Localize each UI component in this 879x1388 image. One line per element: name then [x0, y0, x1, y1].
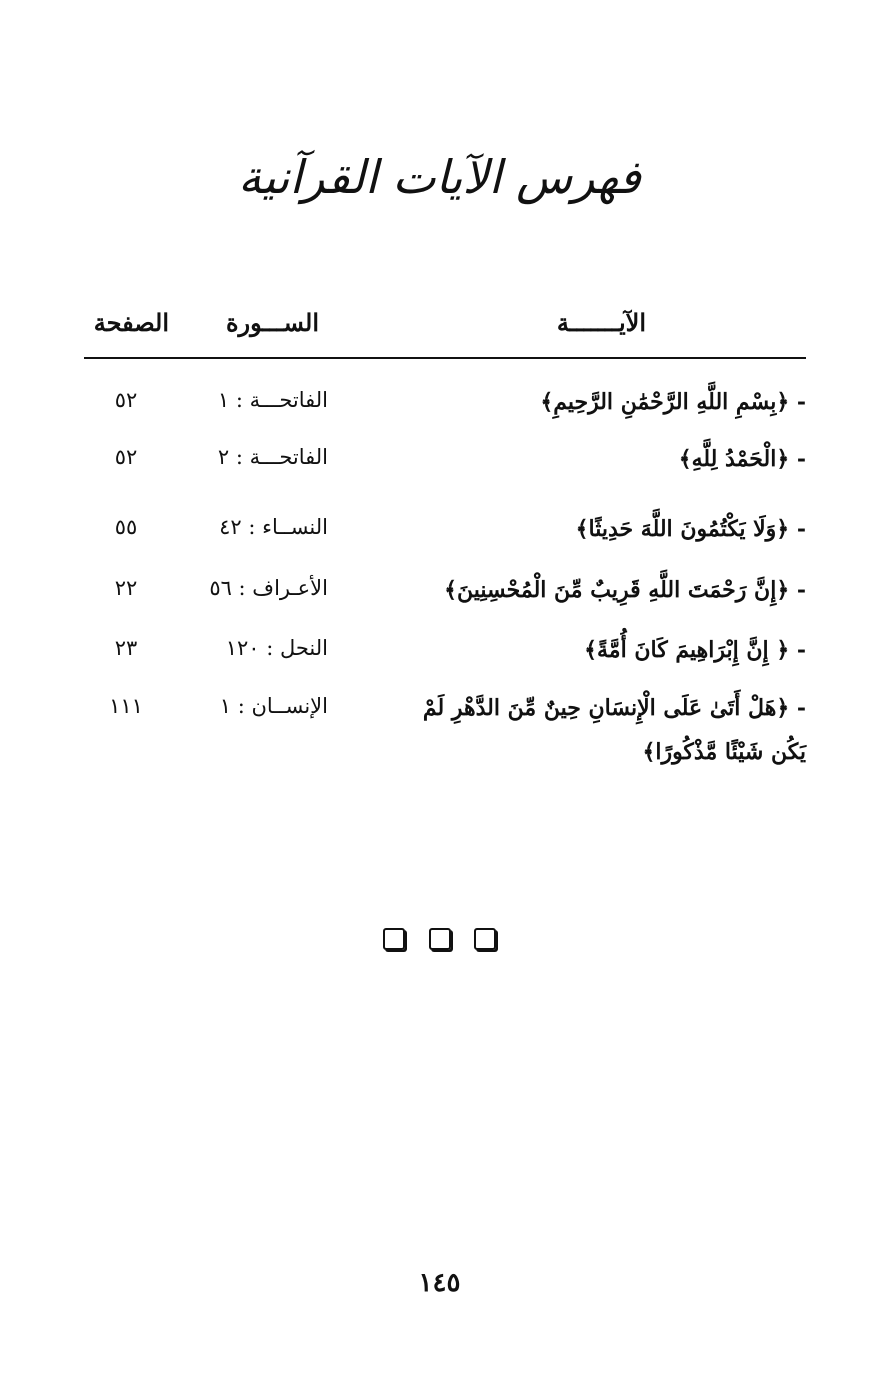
square-ornament-icon: [429, 928, 451, 950]
square-ornament-icon: [383, 928, 405, 950]
square-ornament-icon: [474, 928, 496, 950]
page-cell: ٢٣: [114, 636, 138, 660]
aya-cell: - ﴿وَلَا يَكْتُمُونَ اللَّهَ حَدِيثًا﴾: [575, 516, 806, 542]
header-sura: الســـورة: [225, 308, 319, 337]
aya-cell: - ﴿هَلْ أَتَىٰ عَلَى الْإِنسَانِ حِينٌ مِّنَ الدَّهْرِ لَمْ يَكُن شَيْئًا مَّذْكُورًا﴾: [422, 695, 806, 765]
page-title: فهرس الآيات القرآنية: [238, 150, 641, 204]
sura-cell: الأعـراف : ٥٦: [209, 576, 328, 600]
page-number: ١٤٥: [418, 1268, 461, 1298]
aya-cell: - ﴿ إِنَّ إِبْرَاهِيمَ كَانَ أُمَّةً﴾: [584, 637, 806, 663]
page-cell: ١١١: [109, 694, 143, 718]
page-cell: ٢٢: [114, 576, 138, 600]
sura-cell: النســاء : ٤٢: [219, 515, 328, 539]
header-page: الصفحة: [93, 308, 169, 337]
aya-cell: - ﴿إِنَّ رَحْمَتَ اللَّهِ قَرِيبٌ مِّنَ الْمُحْسِنِينَ﴾: [444, 577, 806, 603]
sura-cell: الفاتحـــة : ٢: [217, 445, 328, 469]
sura-cell: الفاتحـــة : ١: [217, 388, 328, 412]
sura-cell: الإنســان : ١: [219, 694, 328, 718]
header-divider: [84, 357, 806, 359]
table-header: [80, 308, 806, 348]
sura-cell: النحل : ١٢٠: [225, 636, 328, 660]
section-separator: [0, 928, 879, 954]
header-aya: الآيـــــــة: [556, 308, 646, 337]
page-cell: ٥٢: [114, 388, 138, 412]
page-cell: ٥٢: [114, 445, 138, 469]
aya-cell: - ﴿الْحَمْدُ لِلَّهِ﴾: [678, 446, 806, 472]
aya-cell: - ﴿بِسْمِ اللَّهِ الرَّحْمَٰنِ الرَّحِيمِ﴾: [540, 389, 806, 415]
page-cell: ٥٥: [114, 515, 138, 539]
